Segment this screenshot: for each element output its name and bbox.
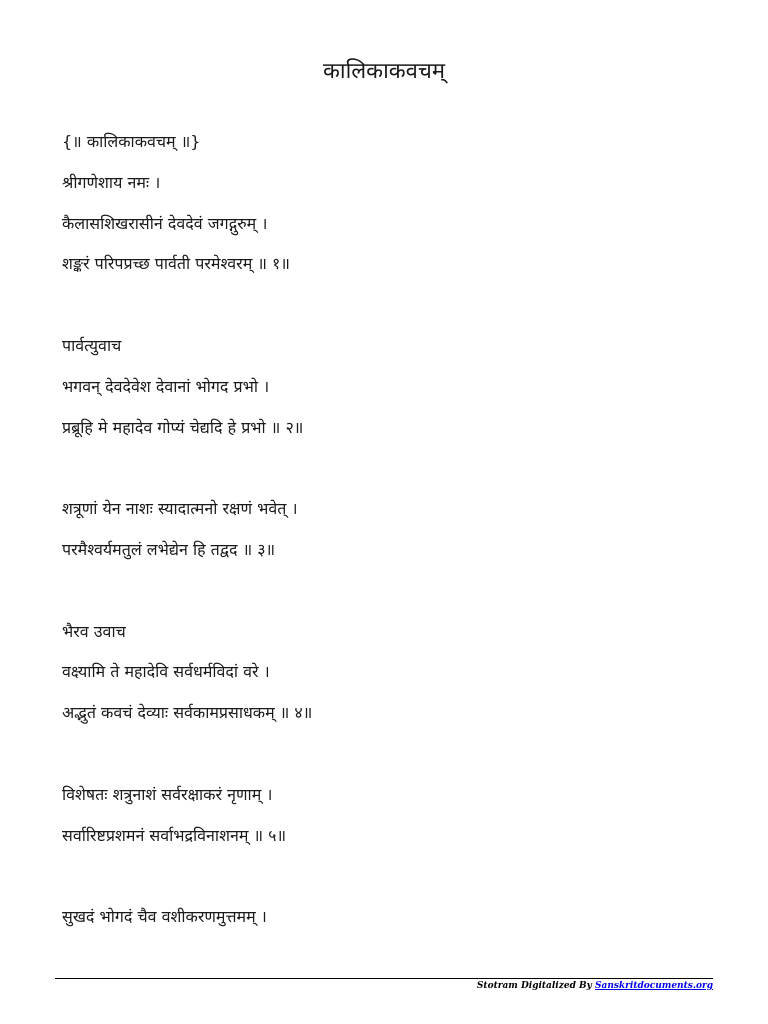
verse-line: सर्वारिष्टप्रशमनं सर्वाभद्रविनाशनम् ॥ ५॥ [62, 825, 287, 845]
stanza-gap [62, 453, 742, 494]
verse-line: कैलासशिखरासीनं देवदेवं जगद्गुरुम् । [62, 213, 268, 233]
stanza-gap [62, 290, 742, 331]
footer-credit [477, 979, 713, 993]
stanza-gap [62, 861, 742, 902]
verse-line: भैरव उवाच [62, 621, 126, 641]
stanza-gap [62, 576, 742, 617]
verse-line: शङ्करं परिपप्रच्छ पार्वती परमेश्वरम् ॥ १॥ [62, 254, 290, 274]
verse-line: श्रीगणेशाय नमः । [62, 172, 161, 192]
verse-text [62, 127, 742, 943]
verse-line: {॥ कालिकाकवचम् ॥} [62, 132, 201, 151]
verse-line: सुखदं भोगदं चैव वशीकरणमुत्तमम् । [62, 907, 267, 927]
footer-link[interactable]: Sanskritdocuments.org [594, 981, 713, 991]
verse-line: शत्रूणां येन नाशः स्यादात्मनो रक्षणं भवेत् । [62, 499, 298, 519]
verse-line: भगवन् देवदेवेश देवानां भोगद प्रभो । [62, 376, 270, 396]
page-title: कालिकाकवचम् [322, 59, 446, 84]
verse-line: प्रब्रूहि मे महादेव गोप्यं चेद्यदि हे प्रभो ॥ २॥ [62, 417, 304, 437]
verse-line: विशेषतः शत्रुनाशं सर्वरक्षाकरं नृणाम् । [62, 784, 273, 804]
verse-line: अद्भुतं कवचं देव्याः सर्वकामप्रसाधकम् ॥ ४॥ [62, 703, 313, 723]
stanza-gap [62, 739, 742, 780]
verse-line: वक्ष्यामि ते महादेवि सर्वधर्मविदां वरे । [62, 662, 270, 682]
footer-credit-prefix: Stotram Digitalized By [476, 981, 592, 991]
verse-line: पार्वत्युवाच [62, 335, 122, 355]
verse-line: परमैश्वर्यमतुलं लभेद्येन हि तद्वद ॥ ३॥ [62, 539, 276, 559]
